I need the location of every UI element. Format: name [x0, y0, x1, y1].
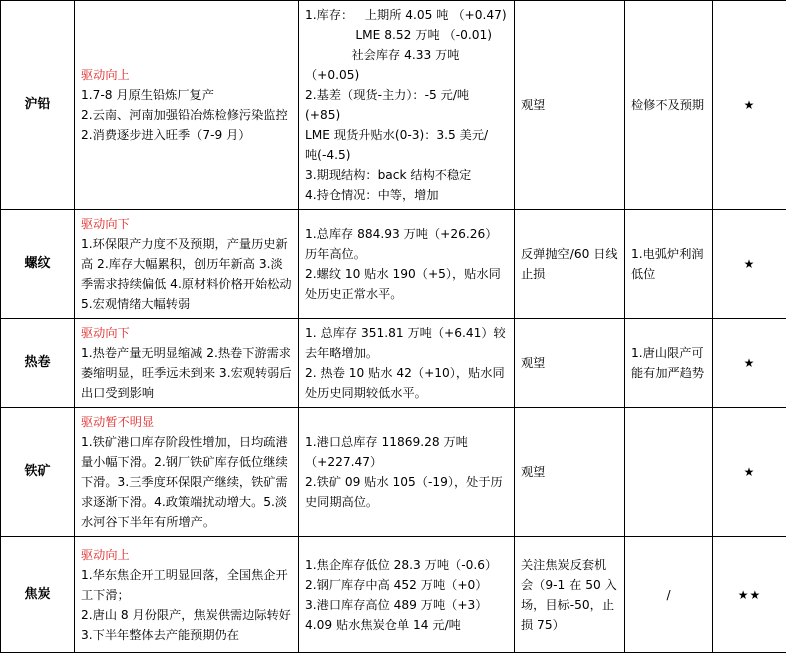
data-line: 4.09 贴水焦炭仓单 14 元/吨 — [305, 615, 508, 635]
strategy-cell: 观望 — [515, 319, 625, 408]
factors-cell — [75, 210, 299, 319]
risk-cell: 1.唐山限产可能有加严趋势 — [625, 319, 713, 408]
risk-cell — [625, 408, 713, 537]
data-line: LME 8.52 万吨 （-0.01) — [305, 25, 508, 45]
commodity-name: 焦炭 — [1, 537, 75, 653]
factor-line: 1.铁矿港口库存阶段性增加，日均疏港量小幅下滑。2.钢厂铁矿库存低位继续下滑。3.三季度环保限产继续，铁矿需求逐渐下滑。4.政策端扰动增大。5.淡水河谷下半年有所增产。 — [81, 432, 292, 532]
data-line: 3.港口库存高位 489 万吨（+3） — [305, 595, 508, 615]
data-line: 1.焦企库存低位 28.3 万吨（-0.6） — [305, 555, 508, 575]
factor-line: 1.热卷产量无明显缩减 2.热卷下游需求萎缩明显，旺季远未到来 3.宏观转弱后出口受到影响 — [81, 343, 292, 403]
data-line: 2. 热卷 10 贴水 42（+10），贴水同处历史同期较低水平。 — [305, 363, 508, 403]
factor-line: 2.唐山 8 月份限产，焦炭供需边际转好 — [81, 605, 292, 625]
data-line: 3.期现结构：back 结构不稳定 — [305, 165, 508, 185]
rating-stars: ★★ — [713, 537, 786, 653]
data-cell — [299, 210, 515, 319]
risk-cell: 1.电弧炉利润低位 — [625, 210, 713, 319]
data-line: (+85) — [305, 105, 508, 125]
data-cell — [299, 1, 515, 210]
factor-line: 2.消费逐步进入旺季（7-9 月） — [81, 125, 292, 145]
data-cell — [299, 537, 515, 653]
strategy-cell: 反弹抛空/60 日线止损 — [515, 210, 625, 319]
drive-label: 驱动向上 — [81, 65, 292, 85]
table-row — [1, 319, 786, 408]
data-line: 1.港口总库存 11869.28 万吨（+227.47） — [305, 432, 508, 472]
table-row — [1, 537, 786, 653]
risk-cell: 检修不及预期 — [625, 1, 713, 210]
data-line: 吨(-4.5) — [305, 145, 508, 165]
data-cell — [299, 319, 515, 408]
table-row — [1, 1, 786, 210]
table-body — [1, 1, 786, 653]
data-cell — [299, 408, 515, 537]
rating-stars: ★ — [713, 408, 786, 537]
risk-cell: / — [625, 537, 713, 653]
factor-line: 2.云南、河南加强铅冶炼检修污染监控 — [81, 105, 292, 125]
commodity-name: 螺纹 — [1, 210, 75, 319]
table-row — [1, 210, 786, 319]
strategy-cell: 关注焦炭反套机会（9-1 在 50 入场，目标-50，止损 75） — [515, 537, 625, 653]
data-line: 2.螺纹 10 贴水 190（+5），贴水同处历史正常水平。 — [305, 264, 508, 304]
factor-line: 1.华东焦企开工明显回落，全国焦企开工下滑； — [81, 565, 292, 605]
data-line: 1.库存： 上期所 4.05 吨 （+0.47) — [305, 5, 508, 25]
drive-label: 驱动向下 — [81, 214, 292, 234]
data-line: 4.持仓情况：中等，增加 — [305, 185, 508, 205]
data-line: 2.铁矿 09 贴水 105（-19），处于历史同期高位。 — [305, 472, 508, 512]
factors-cell — [75, 319, 299, 408]
data-line: LME 现货升贴水(0-3)：3.5 美元/ — [305, 125, 508, 145]
factors-cell — [75, 537, 299, 653]
factor-line: 1.7-8 月原生铅炼厂复产 — [81, 85, 292, 105]
factors-cell — [75, 408, 299, 537]
commodity-name: 热卷 — [1, 319, 75, 408]
data-line: 社会库存 4.33 万吨 — [305, 45, 508, 65]
factor-line: 1.环保限产力度不及预期，产量历史新高 2.库存大幅累积，创历年新高 3.淡季需求持续偏低 4.原材料价格开始松动 5.宏观情绪大幅转弱 — [81, 234, 292, 314]
commodity-name: 沪铅 — [1, 1, 75, 210]
drive-label: 驱动暂不明显 — [81, 412, 292, 432]
drive-label: 驱动向下 — [81, 323, 292, 343]
data-line: 2.钢厂库存中高 452 万吨（+0） — [305, 575, 508, 595]
factor-line: 3.下半年整体去产能预期仍在 — [81, 625, 292, 645]
commodity-name: 铁矿 — [1, 408, 75, 537]
rating-stars: ★ — [713, 210, 786, 319]
rating-stars: ★ — [713, 319, 786, 408]
factors-cell — [75, 1, 299, 210]
drive-label: 驱动向上 — [81, 545, 292, 565]
data-line: 1.总库存 884.93 万吨（+26.26）历年高位。 — [305, 224, 508, 264]
rating-stars: ★ — [713, 1, 786, 210]
table-row — [1, 408, 786, 537]
strategy-cell: 观望 — [515, 1, 625, 210]
data-line: （+0.05) — [305, 65, 508, 85]
data-line: 1. 总库存 351.81 万吨（+6.41）较去年略增加。 — [305, 323, 508, 363]
strategy-cell: 观望 — [515, 408, 625, 537]
data-line: 2.基差（现货-主力）：-5 元/吨 — [305, 85, 508, 105]
